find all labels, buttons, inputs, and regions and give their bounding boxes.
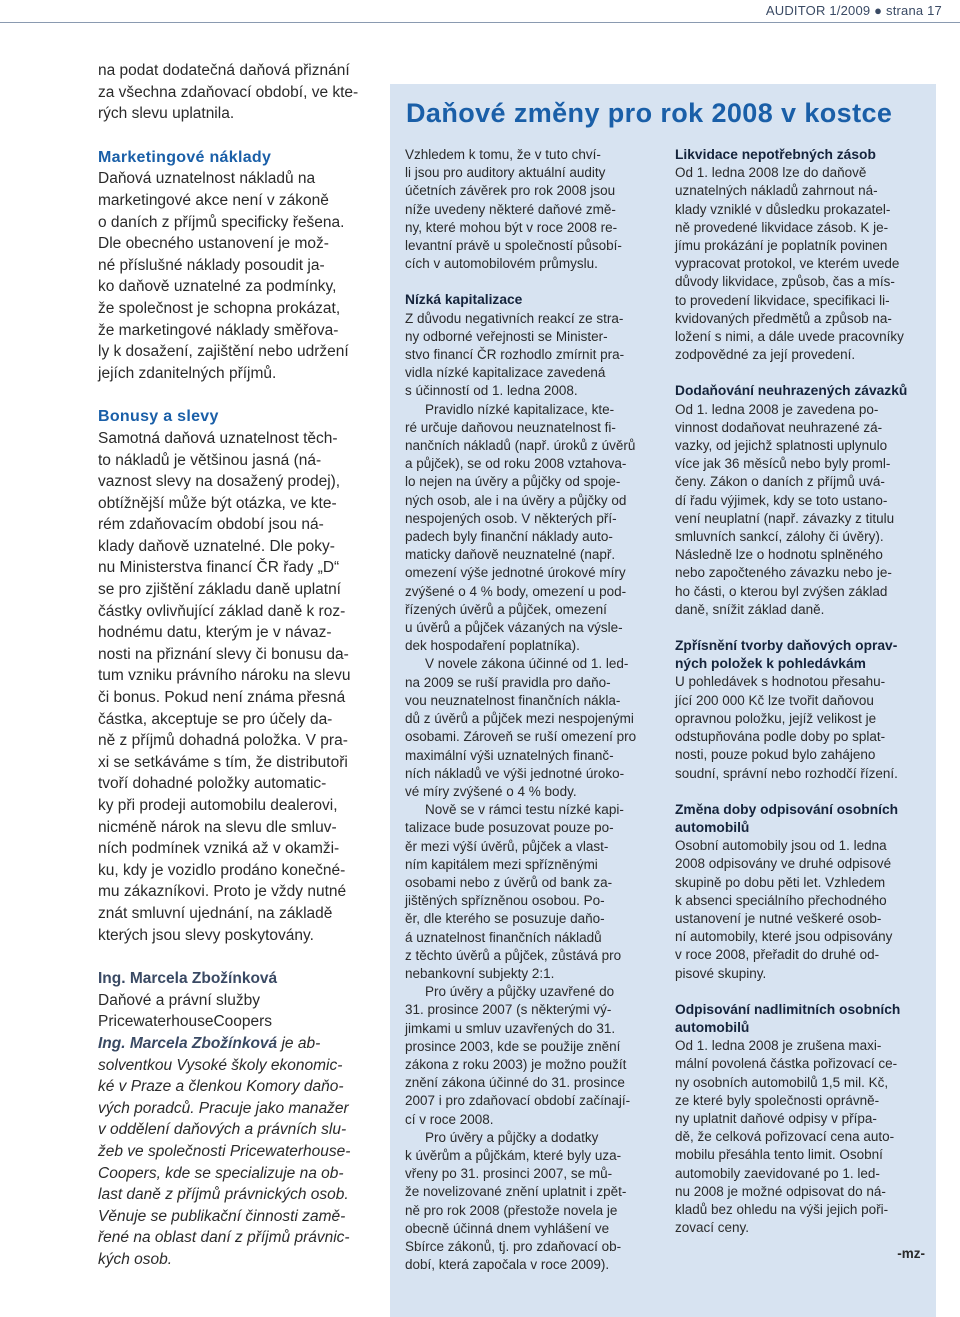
- bio-text: je ab- solventkou Vysoké školy ekonomic- ké v Praze a členkou Komory daňo- vých poradců. Pracuje jako manažer v oddělení daňových a právních slu- žeb ve společnosti Pricewaterhouse- Coopers, kde se specializuje na ob- last daně z příjmů právnických osob. Věnuje se publikační činnosti zamě- řené na oblast daní z příjmů právnic- kých osob.: [98, 1034, 351, 1268]
- bio-author-name: Ing. Marcela Zbožínková: [98, 1034, 278, 1052]
- journal-issue-page: AUDITOR 1/2009 ● strana 17: [765, 3, 942, 18]
- box-paragraph-4: Nově se v rámci testu nízké kapi- talizace bude posuzovat pouze po- ěr mezi výší úvěrů, půjček a vlast- ním kapitálem mezi spřízněnými osobami nebo z úvěrů od bank za- jištěných spřízněnou osobou. Po- ěr, dle kterého se posuzuje daňo- á uznatelnost finančních nákladů z těchto úvěrů a půjček, zůstává pro nebankovní subjekty 2:1.: [405, 802, 624, 981]
- bonus-heading: Bonusy a slevy: [98, 408, 219, 426]
- depreciation-period-heading: Změna doby odpisování osobních automobilů: [675, 801, 899, 835]
- marketing-paragraph: Daňová uznatelnost nákladů na marketingové akce není v zákoně o daních z příjmů specificky řešena. Dle obecného ustanovení je mož- né příslušné náklady posoudit ja- ko daňově uznatelné za podmínky, že společnost je schopna prokázat, že marketingové náklady směřova- ly k dosažení, zajištění nebo udržení jejích zdanitelných příjmů.: [98, 170, 349, 382]
- intro-paragraph: na podat dodatečná daňová přiznání za všechna zdaňovací období, ve kte- rých slevu uplatnila.: [98, 62, 359, 123]
- box-paragraph-1: Z důvodu negativních reakcí ze stra- ny odborné veřejnosti se Minister- stvo financí ČR rozhodlo zmírnit pra- vidla nízké kapitalizace zavedená s účinností od 1. ledna 2008.: [405, 310, 625, 399]
- left-column: [98, 60, 370, 1270]
- page-header: [0, 0, 960, 23]
- receivables-provisions-heading: Zpřísnění tvorby daňových oprav- ných položek k pohledávkám: [675, 638, 898, 672]
- author-company: PricewaterhouseCoopers: [98, 1013, 273, 1031]
- author-bio: [98, 1033, 370, 1271]
- summary-box: [390, 84, 936, 1317]
- box-title: Daňové změny pro rok 2008 v kostce: [406, 98, 893, 128]
- box-paragraph-2: Pravidlo nízké kapitalizace, kte- ré určuje daňovou neuznatelnost fi- nančních nákladů (např. úroků z úvěrů a půjček), se od roku 2008 vztahova- lo nejen na úvěry a půjčky od spoje- ných osob, ale i na úvěry a půjčky od nespojených osob. V některých pří- padech byly finanční náklady auto- maticky daňově neuznatelné (např. omezení výše jednotné úrokové míry zvýšené o 4 % body, omezení u pod- řízených úvěrů a půjček, omezení u úvěrů a půjček vázaných na výsle- dek hospodaření poplatníka).: [405, 401, 636, 654]
- box-column-2: [675, 146, 925, 1264]
- unpaid-liabilities-heading: Dodaňování neuhrazených závazků: [675, 383, 908, 399]
- unpaid-liabilities-text: Od 1. ledna 2008 je zavedena po- vinnost dodaňovat neuhrazené zá- vazky, od jejichž splatnosti uplynulo více jak 36 měsíců nebo byly proml- čeny. Zákon o daních z příjmů uvá- dí řadu výjimek, kdy se toto ustano- vení neuplatní (např. závazky z titulu smluvních sankcí, zálohy či úvěry). Následně lze o hodnotu splněného nebo započteného závazku nebo je- ho části, o kterou byl zvýšen základ daně, snížit základ daně.: [675, 401, 895, 617]
- inventory-liquidation-text: Od 1. ledna 2008 lze do daňově uznatelných nákladů zahrnout ná- klady vzniklé v důsledku prokazatel- ně provedené likvidace zásob. K je- jímu prokázání je poplatník povinen vypracovat protokol, ve kterém uvede důvody likvidace, způsob, čas a mís- to provedení likvidace, specifikaci li- kvidovaných předmětů a způsob na- ložení s nimi, a dále uvede pracovníky zodpovědné za její provedení.: [675, 165, 904, 363]
- author-block: [98, 968, 370, 1033]
- author-department: Daňové a právní služby: [98, 991, 260, 1009]
- box-paragraph-3: V novele zákona účinné od 1. led- na 2009 se ruší pravidla pro daňo- vou neuznatelnost finančních nákla- dů z úvěrů a půjček mezi nespojenými osobami. Zároveň se ruší omezení pro maximální výši uznatelných finanč- ních nákladů ve výši jednotné úroko- vé míry zvýšené o 4 % body.: [405, 656, 637, 799]
- depreciation-period-text: Osobní automobily jsou od 1. ledna 2008 odpisovány ve druhé odpisové skupině po dobu pěti let. Vzhledem k absenci speciálního přechodného ustanovení je nutné veškeré osob- ní automobily, které jsou odpisovány v roce 2008, přeřadit do druhé od- pisové skupiny.: [675, 838, 893, 981]
- receivables-provisions-text: U pohledávek s hodnotou přesahu- jící 200 000 Kč lze tvořit daňovou opravnou položku, jejíž velikost je odstupňována podle doby po splat- nosti, pouze pokud bylo zahájeno soudní, správní nebo rozhodčí řízení.: [675, 674, 898, 781]
- box-intro: Vzhledem k tomu, že v tuto chví- li jsou pro auditory aktuální audity účetních závěrek pro rok 2008 jsou níže uvedeny některé daňové změ- ny, které mohou být v roce 2008 re- levantní právě u společností působí- cích v automobilovém průmyslu.: [405, 147, 622, 272]
- marketing-heading: Marketingové náklady: [98, 148, 272, 166]
- author-name: Ing. Marcela Zbožínková: [98, 970, 278, 988]
- box-paragraph-6: Pro úvěry a půjčky a dodatky k úvěrům a půjčkám, které byly uza- vřeny po 31. prosinci 2007, se mů- že novelizované znění uplatnit i zpět- ně pro rok 2008 (přestože novela je obecně účinná dnem vyhlášení ve Sbírce zákonů, tj. pro zdaňovací ob- dobí, která započala v roce 2009).: [405, 1129, 627, 1273]
- low-capitalization-heading: Nízká kapitalizace: [405, 292, 523, 308]
- box-column-1: [405, 146, 650, 1274]
- inventory-liquidation-heading: Likvidace nepotřebných zásob: [675, 147, 876, 162]
- signature: -mz-: [897, 1246, 925, 1262]
- above-limit-cars-heading: Odpisování nadlimitních osobních automobilů: [675, 1001, 901, 1035]
- box-paragraph-5: Pro úvěry a půjčky uzavřené do 31. prosince 2007 (s některými vý- jimkami u smluv uzavřených do 31. prosince 2003, kde se použije znění zákona z roku 2003) je možno použít znění zákona účinné do 31. prosince 2007 i pro zdaňovací období začínají- cí v roce 2008.: [405, 984, 631, 1127]
- bonus-paragraph: Samotná daňová uznatelnost těch- to nákladů je většinou jasná (ná- vaznost slevy na dosažený prodej), obtížnější může být otázka, ve kte- rém zdaňovacím období jsou ná- klady daňově uznatelné. Dle poky- nu Ministerstva financí ČR řady „D“ se pro zjištění základu daně uplatní částky ovlivňující základ daně k roz- hodnému datu, kterým je v návaz- nosti na přiznání slevy či bonusu da- tum vzniku právního nároku na slevu či bonus. Pokud není známa přesná částka, akceptuje se pro účely da- ně z příjmů dohadná položka. V pra- xi se setkáváme s tím, že distributoři tvoří dohadné položky automatic- ky při prodeji automobilu dealerovi, nicméně nárok na slevu dle smluv- ních podmínek vzniká až v okamži- ku, kdy je vozidlo prodáno konečné- mu zákazníkovi. Proto je vždy nutné znát smluvní ujednání, na základě kterých jsou slevy poskytovány.: [98, 429, 351, 944]
- above-limit-cars-text: Od 1. ledna 2008 je zrušena maxi- mální povolená částka pořizovací ce- ny osobních automobilů 1,5 mil. Kč, ze které byly společnosti oprávně- ny uplatnit daňové odpisy v přípa- dě, že celková pořizovací cena auto- mobilu přesáhla tento limit. Osobní automobily zaevidované po 1. led- nu 2008 je možné odpisovat do ná- kladů bez ohledu na výši jejich poři- zovací ceny.: [675, 1038, 898, 1236]
